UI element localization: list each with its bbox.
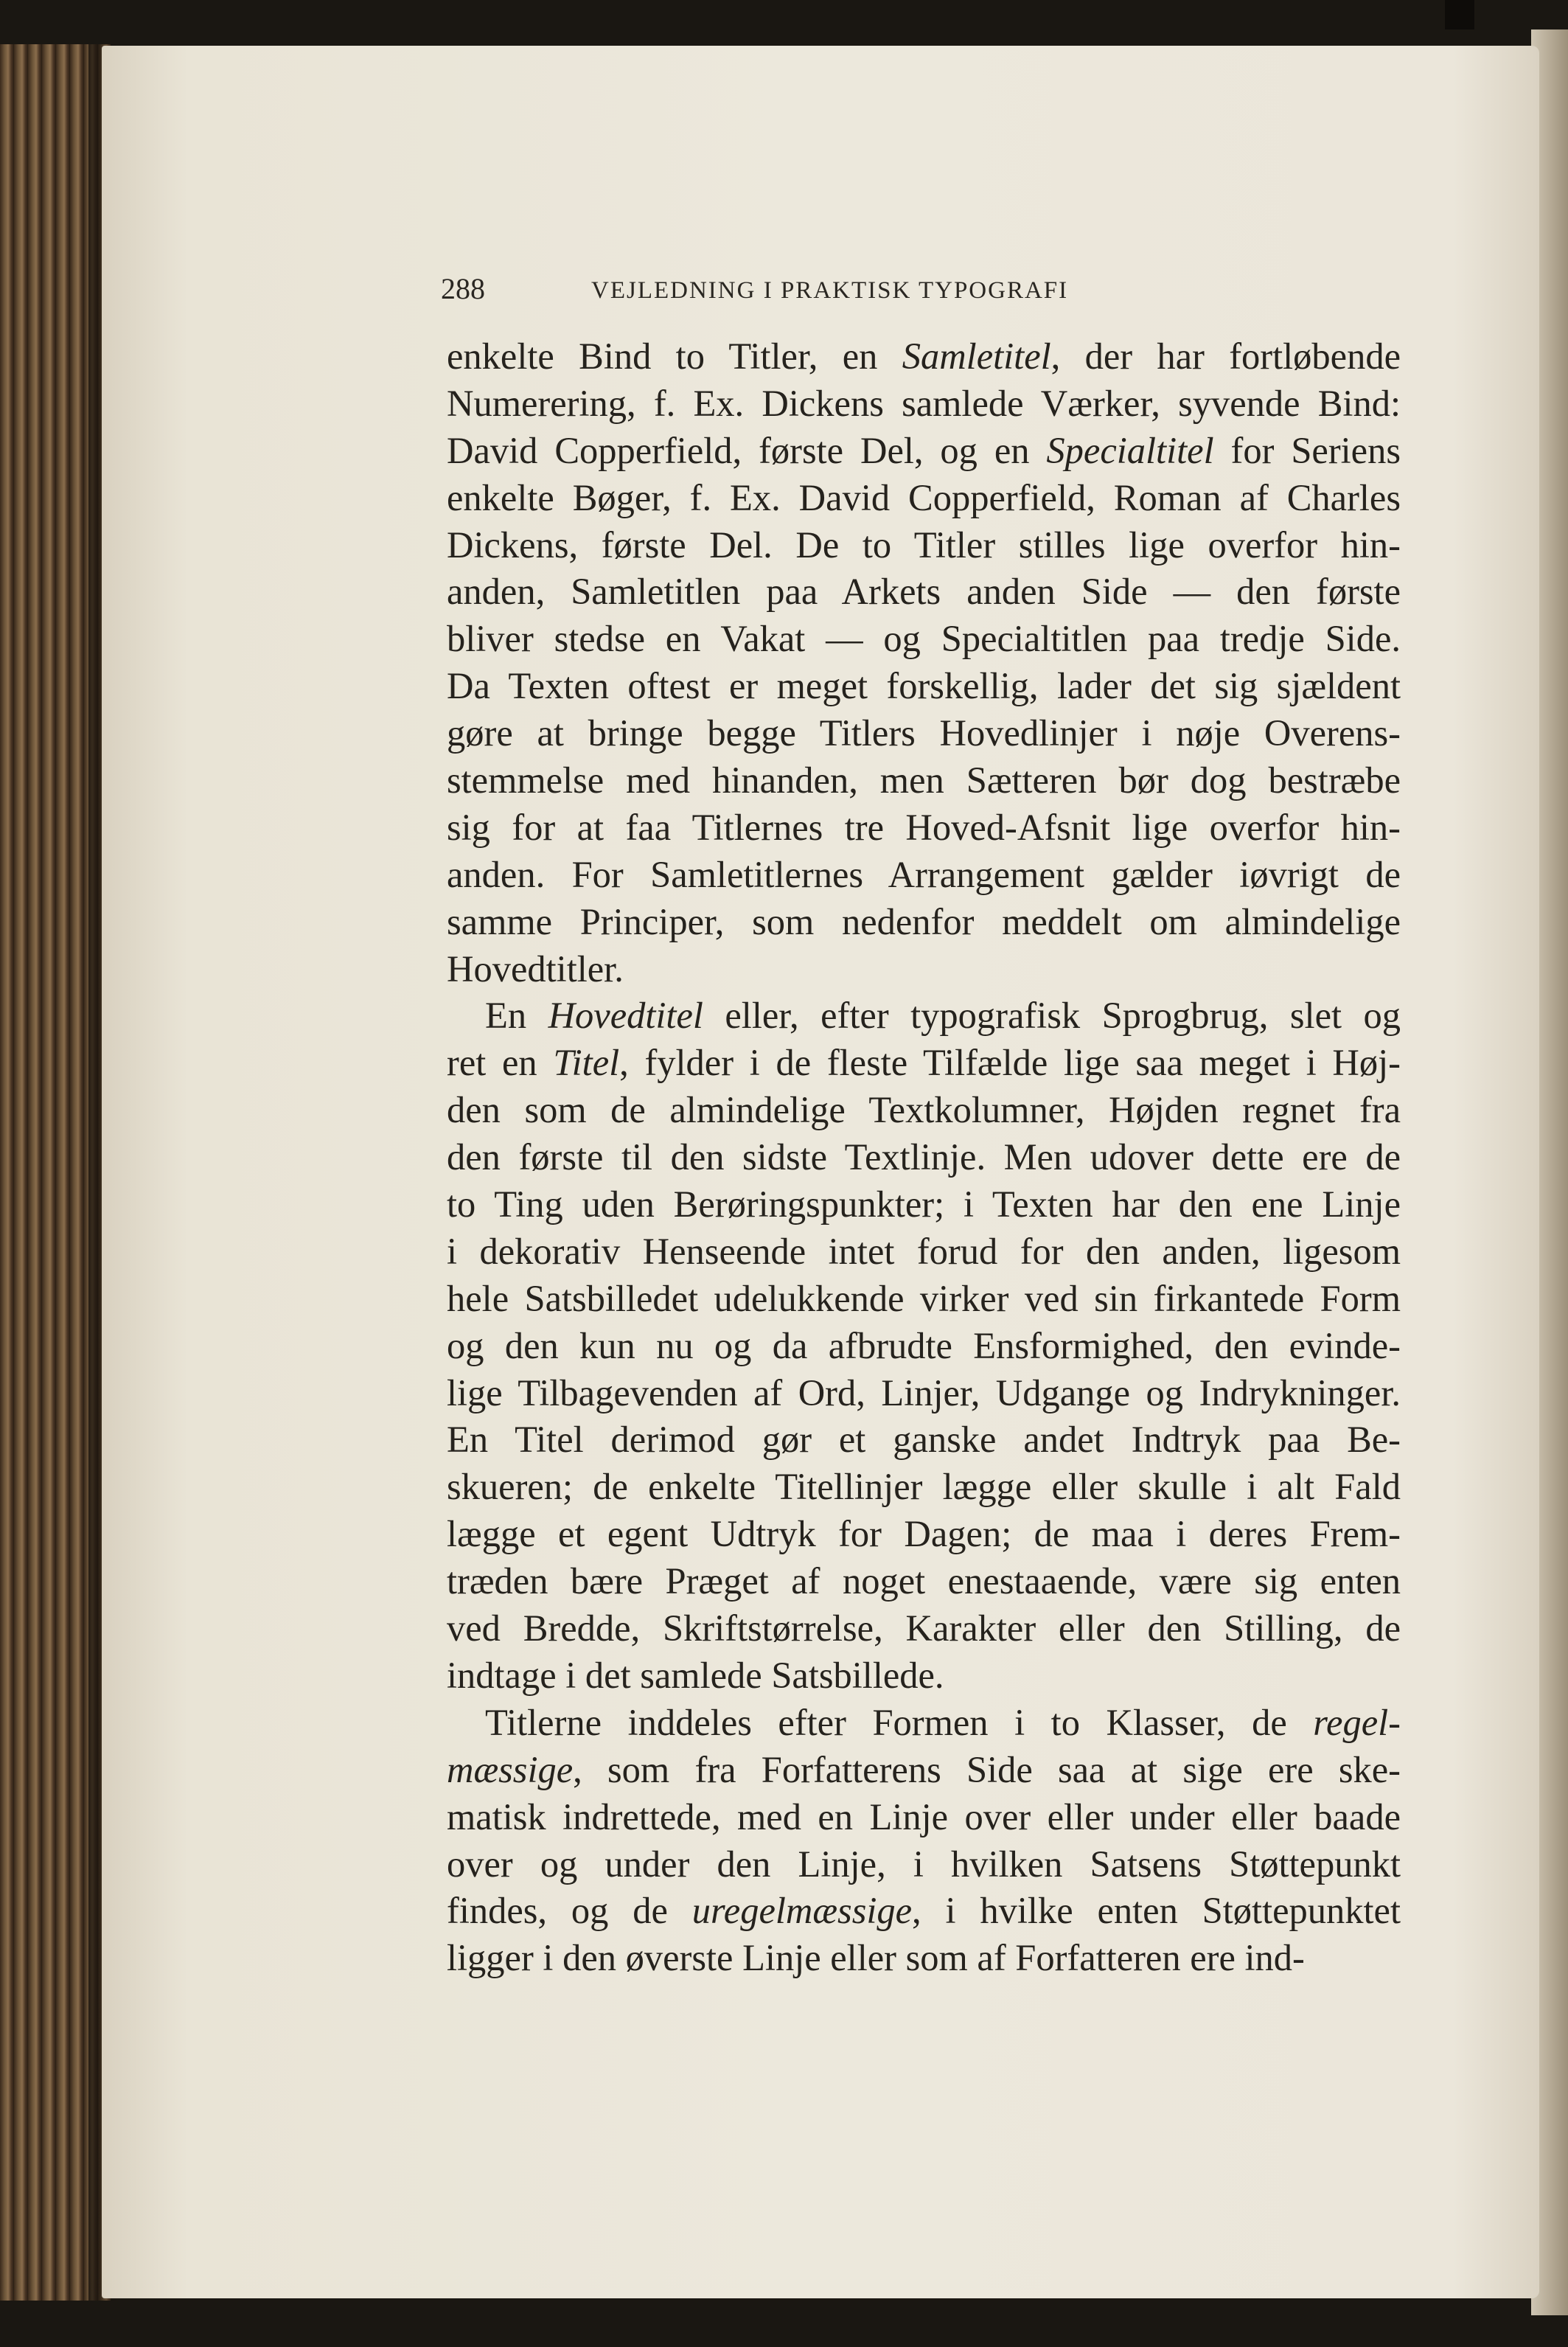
text-line: ligger i den øverste Linje eller som af Forfatteren ere ind-	[447, 1937, 1305, 1979]
text-line: samme Principer, som nedenfor meddelt om almindelige	[447, 900, 1401, 942]
text-line: den som de almindelige Textkolumner, Højden regnet fra	[447, 1089, 1401, 1131]
text-line: sig for at faa Titlernes tre Hoved-Afsnit lige overfor hin-	[447, 806, 1401, 848]
page-number: 288	[441, 272, 485, 305]
body-text	[447, 333, 1401, 1982]
text-line: to Ting uden Berøringspunkter; i Texten har den ene Linje	[447, 1183, 1401, 1225]
text-line: David Copperfield, første Del, og en Specialtitel for Seriens	[447, 429, 1401, 471]
text-line: i dekorativ Henseende intet forud for den anden, ligesom	[447, 1230, 1401, 1272]
text-line: og den kun nu og da afbrudte Ensformighed, den evinde-	[447, 1324, 1401, 1366]
text-line: gøre at bringe begge Titlers Hovedlinjer i nøje Overens-	[447, 712, 1401, 754]
text-line: mæssige, som fra Forfatterens Side saa at sige ere ske-	[447, 1748, 1401, 1790]
text-line: ved Bredde, Skriftstørrelse, Karakter eller den Stilling, de	[447, 1607, 1401, 1649]
text-line: træden bære Præget af noget enestaaende, være sig enten	[447, 1560, 1401, 1602]
text-line: over og under den Linje, i hvilken Satsens Støttepunkt	[447, 1843, 1401, 1885]
text-line: enkelte Bind to Titler, en Samletitel, der har fortløbende	[447, 335, 1401, 377]
text-line: En Hovedtitel eller, efter typografisk Sprogbrug, slet og	[485, 995, 1401, 1037]
text-line: bliver stedse en Vakat — og Specialtitlen paa tredje Side.	[447, 618, 1401, 660]
running-title: VEJLEDNING I PRAKTISK TYPOGRAFI	[591, 277, 1069, 304]
text-line: lægge et egent Udtryk for Dagen; de maa i deres Frem-	[447, 1513, 1401, 1555]
text-line: enkelte Bøger, f. Ex. David Copperfield, Roman af Charles	[447, 476, 1401, 518]
running-head	[441, 271, 1421, 316]
text-line: ret en Titel, fylder i de fleste Tilfælde lige saa meget i Høj-	[447, 1042, 1401, 1084]
text-line: matisk indrettede, med en Linje over eller under eller baade	[447, 1795, 1401, 1837]
text-line: Da Texten oftest er meget forskellig, lader det sig sjældent	[447, 665, 1401, 707]
text-line: indtage i det samlede Satsbillede.	[447, 1654, 944, 1696]
scan-corner-mark	[1445, 0, 1474, 29]
text-line: findes, og de uregelmæssige, i hvilke enten Støttepunktet	[447, 1890, 1401, 1932]
text-line: Dickens, første Del. De to Titler stilles lige overfor hin-	[447, 524, 1401, 566]
text-line: hele Satsbilledet udelukkende virker ved sin firkantede Form	[447, 1277, 1401, 1319]
text-line: den første til den sidste Textlinje. Men udover dette ere de	[447, 1136, 1401, 1178]
text-line: lige Tilbagevenden af Ord, Linjer, Udgange og Indrykninger.	[447, 1371, 1401, 1414]
text-line: Hovedtitler.	[447, 948, 624, 990]
text-line: En Titel derimod gør et ganske andet Indtryk paa Be-	[447, 1419, 1401, 1461]
text-line: Numerering, f. Ex. Dickens samlede Værker, syvende Bind:	[447, 382, 1401, 424]
text-line: skueren; de enkelte Titellinjer lægge eller skulle i alt Fald	[447, 1466, 1401, 1508]
text-line: stemmelse med hinanden, men Sætteren bør dog bestræbe	[447, 759, 1401, 802]
text-line: Titlerne inddeles efter Formen i to Klasser, de regel-	[485, 1701, 1401, 1743]
text-line: anden. For Samletitlernes Arrangement gælder iøvrigt de	[447, 853, 1401, 895]
text-line: anden, Samletitlen paa Arkets anden Side — den første	[447, 571, 1401, 613]
